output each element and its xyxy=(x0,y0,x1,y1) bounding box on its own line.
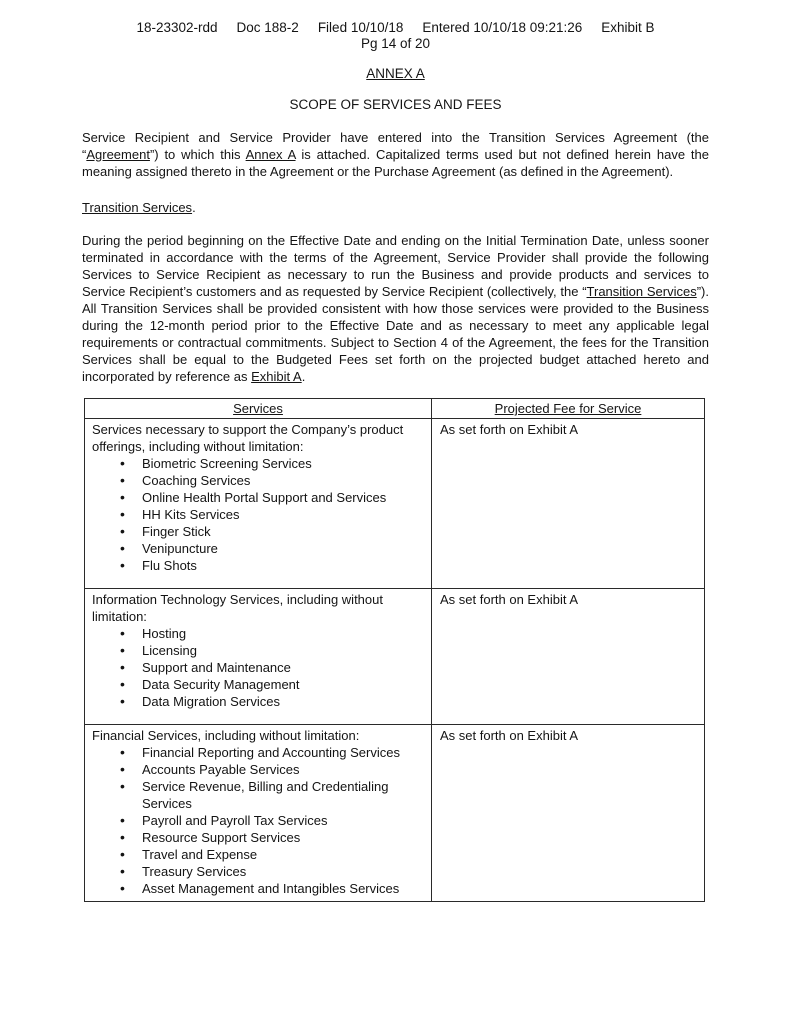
service-bullet-item: • Support and Maintenance xyxy=(92,659,425,676)
service-bullet-item: • Travel and Expense xyxy=(92,846,425,863)
table-row xyxy=(85,725,705,902)
service-bullet-item: • Data Migration Services xyxy=(92,693,425,710)
fee-cell: As set forth on Exhibit A xyxy=(432,589,705,725)
fee-cell: As set forth on Exhibit A xyxy=(432,419,705,589)
service-bullet-list xyxy=(92,625,425,710)
service-category-intro: Financial Services, including without limitation: xyxy=(92,728,360,743)
service-bullet-item: • Finger Stick xyxy=(92,523,425,540)
service-bullet-list xyxy=(92,744,425,897)
table-row xyxy=(85,419,705,589)
service-bullet-item: • Data Security Management xyxy=(92,676,425,693)
service-bullet-item: • Accounts Payable Services xyxy=(92,761,425,778)
service-bullet-item: • Coaching Services xyxy=(92,472,425,489)
annex-heading xyxy=(82,66,709,82)
annex-heading-text: ANNEX A xyxy=(366,66,425,81)
service-bullet-list xyxy=(92,455,425,574)
service-category-intro: Services necessary to support the Company’s product offerings, including without limitation: xyxy=(92,422,404,454)
services-cell xyxy=(85,589,432,725)
stamp-page-indicator: Pg 14 of 20 xyxy=(360,36,431,51)
fee-column-header xyxy=(432,399,705,419)
service-bullet-item: • Resource Support Services xyxy=(92,829,425,846)
service-bullet-item: • HH Kits Services xyxy=(92,506,425,523)
service-bullet-item: • Venipuncture xyxy=(92,540,425,557)
services-cell xyxy=(85,725,432,902)
table-row xyxy=(85,589,705,725)
scope-heading: SCOPE OF SERVICES AND FEES xyxy=(289,97,502,112)
fee-column-header-text: Projected Fee for Service xyxy=(494,401,642,416)
service-bullet-item: • Service Revenue, Billing and Credentialing Services xyxy=(92,778,425,812)
service-bullet-item: • Asset Management and Intangibles Services xyxy=(92,880,425,897)
fee-cell: As set forth on Exhibit A xyxy=(432,725,705,902)
services-column-header xyxy=(85,399,432,419)
service-bullet-item: • Online Health Portal Support and Services xyxy=(92,489,425,506)
service-bullet-item: • Payroll and Payroll Tax Services xyxy=(92,812,425,829)
service-bullet-item: • Treasury Services xyxy=(92,863,425,880)
service-bullet-item: • Flu Shots xyxy=(92,557,425,574)
stamp-doc-number: Doc 188-2 xyxy=(236,20,299,35)
services-cell xyxy=(85,419,432,589)
transition-services-heading: Transition Services. xyxy=(82,200,196,215)
intro-paragraph: Service Recipient and Service Provider have entered into the Transition Services Agreement (the “Agreement”) to which this Annex A is attached. Capitalized terms used but not defined herein have the meaning assigned thereto in the Agreement or the Purchase Agreement (as defined in the Agreement). xyxy=(82,130,709,179)
services-table-body xyxy=(85,419,705,902)
stamp-entered-date: Entered 10/10/18 09:21:26 xyxy=(422,20,583,35)
transition-services-paragraph: During the period beginning on the Effective Date and ending on the Initial Termination Date, unless sooner terminated in accordance with the terms of the Agreement, Service Provider shall provide the following Services to Service Recipient as necessary to run the Business and provide products and services to Service Recipient’s customers and as requested by Service Recipient (collectively, the “Transition Services”). All Transition Services shall be provided consistent with how those services were provided to the Business during the 12-month period prior to the Effective Date and as necessary to meet any applicable legal requirements or contractual commitments. Subject to Section 4 of the Agreement, the fees for the Transition Services shall be equal to the Budgeted Fees set forth on the projected budget attached hereto and incorporated by reference as Exhibit A. xyxy=(82,233,709,384)
service-bullet-item: • Hosting xyxy=(92,625,425,642)
stamp-filed-date: Filed 10/10/18 xyxy=(317,20,404,35)
service-bullet-item: • Biometric Screening Services xyxy=(92,455,425,472)
service-bullet-item: • Financial Reporting and Accounting Services xyxy=(92,744,425,761)
services-table xyxy=(84,398,705,902)
stamp-case-number: 18-23302-rdd xyxy=(136,20,218,35)
stamp-exhibit-label: Exhibit B xyxy=(601,20,655,35)
service-bullet-item: • Licensing xyxy=(92,642,425,659)
filing-stamp xyxy=(82,20,709,36)
services-column-header-text: Services xyxy=(233,401,283,416)
services-table-header-row xyxy=(85,399,705,419)
service-category-intro: Information Technology Services, including without limitation: xyxy=(92,592,383,624)
services-table-head xyxy=(85,399,705,419)
